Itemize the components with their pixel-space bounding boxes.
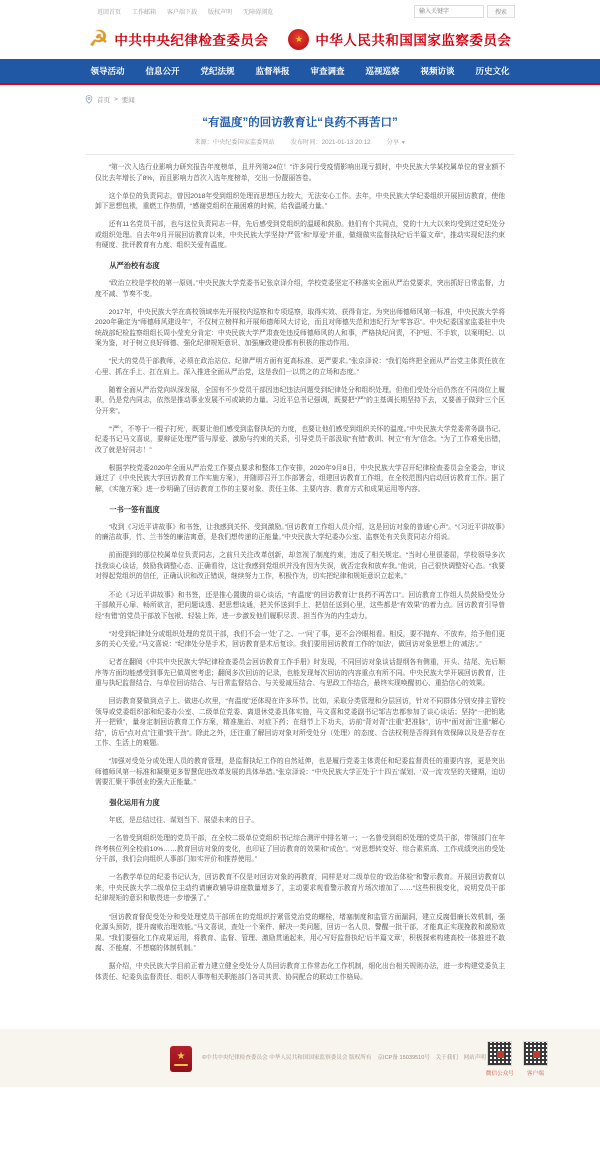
article-paragraph: 不论《习近平讲故事》和书签，还是推心置腹的谈心谈话，“有温度”的回访教育让“良药不再苦口”。回访教育工作组人员鼓励受处分干部敞开心扉、畅所欲言，把问题谈透、把思想谈通，把关怀送到手上、把信任送到心里，这些都是“有效果”的着力点。回访教育引导曾经“有错”的党员干部放下包袱、轻装上阵，进一步激发他们履职尽责、担当作为的内生动力。 [95, 591, 505, 620]
client-qr-label: 客户端 [527, 1070, 544, 1077]
brand-ccdi-title: 中共中央纪律检查委员会 [114, 33, 269, 48]
search-button[interactable]: 搜索 [487, 5, 515, 18]
main-nav [0, 59, 600, 85]
link-client-download[interactable]: 客户端下载 [167, 10, 198, 16]
wechat-qr-code [487, 1041, 512, 1066]
footer-copyright: ©中共中央纪律检查委员会 中华人民共和国国家监察委员会 版权所有 [202, 1054, 372, 1061]
brand-nsc[interactable] [288, 29, 511, 50]
footer-link-statement[interactable]: 网站声明 [463, 1054, 486, 1061]
link-home-top[interactable]: 返回首页 [97, 10, 122, 16]
article-publish-time: 发布时间：2021-01-13 20:12 [290, 139, 371, 146]
search-box [414, 5, 515, 18]
nav-item-video-interview[interactable]: 视频访谈 [420, 66, 455, 76]
article-meta [85, 137, 515, 155]
nav-item-leader-activities[interactable]: 领导活动 [90, 66, 125, 76]
article-paragraph: “‘严’，不等于‘一棍子打死’，既要让他们感受到监督执纪的力度，也要让他们感受到组织关怀的温度。”中央民族大学党委常务副书记、纪委书记马文喜说，要辩证处理严管与厚爱、激励与约束的关系，引导党员干部汲取“有错”教训、树立“有为”信念。“为了工作难免出错，改了就是好同志！” [95, 425, 505, 454]
link-work-mail[interactable]: 工作邮箱 [132, 10, 157, 16]
article-source: 来源：中央纪委国家监委网站 [194, 139, 275, 146]
footer-icp: 京ICP备 15039510号 [377, 1054, 431, 1061]
national-emblem-icon: ★ [288, 29, 309, 50]
chevron-down-icon: ▼ [400, 140, 406, 146]
article-paragraph: 年底，是总结过往、谋划当下、展望未来的日子。 [108, 817, 259, 825]
link-accessibility[interactable]: 无障碍浏览 [243, 10, 274, 16]
article-paragraph: 一名曾受到组织处理的党员干部，在全校二级单位党组织书记综合测评中排名第一；一名曾受到组织处理的党员干部，带领部门在年终考核位列全校前10%……教育回访对象的变化，也印证了回访教育的效果和“成色”。“对思想转变好、综合素质高、工作成绩突出的受处分干部，我们会向组织人事部门如实评价和推荐使用。” [95, 835, 505, 864]
nav-item-history-culture[interactable]: 历史文化 [475, 66, 510, 76]
location-pin-icon [85, 95, 93, 104]
site-footer [0, 1029, 600, 1087]
article-paragraph: “第一次入选行业影响力研究报告年度榜单，且并列第24位！”许多同行受疫情影响出现亏损时，中央民族大学某校属单位的营业额不仅比去年增长了8%，而且影响力首次入选年度榜单，交出一份靓丽答卷。 [95, 164, 505, 182]
article-paragraph: “政治立校是学校的第一原则。”中央民族大学党委书记张京泽介绍，学校党委坚定不移落实全面从严治党要求，突出抓好日常监督，力度不减、节奏不变。 [95, 280, 505, 298]
article-paragraph: “收到《习近平讲故事》和书签，让我感到关怀、受到激励。”回访教育工作组人员介绍，这是回访对象的普通“心声”。“《习近平讲故事》的廉洁故事，竹、兰书签的廉洁寓意，是我们想传递的正能量。”中央民族大学纪委办公室、监察处有关负责同志介绍说。 [95, 523, 505, 542]
article-paragraph: 一名教学单位的纪委书记认为，回访教育不仅是对回访对象的再教育，同样是对二级单位的“政治体检”和警示教育。开展回访教育以来，中央民族大学二级单位主动约请廉政辅导讲座数量增多了，主动要求观看警示教育片场次增加了……“这些积极变化，说明党员干部纪律规矩的意识和敬畏进一步增强了。” [95, 874, 505, 903]
article-paragraph: 2017年，中央民族大学在高校领域率先开展校内巡察和专项巡察，取得实效、获得肯定。为突出师德师风第一标准，中央民族大学将2020年确定为“师德师风建设年”，不仅树立榜样和开展师德师风大讨论，而且对师德失范和违纪行为“零容忍”。中央纪委国家监委驻中央统战部纪检监察组组长周小莹充分肯定：中央民族大学严肃查处违反师德师风的人和事，严格执纪问责，不护短、不手软，以案明纪、以案为鉴，对于树立良好师德、强化纪律规矩意识、加强廉政建设都有积极的推动作用。 [95, 308, 505, 348]
breadcrumb [85, 95, 515, 104]
section-heading: 强化运用有力度 [109, 798, 160, 807]
star-icon: ★ [176, 1050, 186, 1062]
article-paragraph: 记者在翻阅《中共中央民族大学纪律检查委员会回访教育工作手册》时发现，不同回访对象谈话提纲各有侧重，开头、结尾、先后顺序等方面均能感受到事先已做周密考虑；翻阅多次回访的记录，也能发现每次回访的内容重点有所不同。中央民族大学开展回访教育，注重与执纪监督结合、与单位回访结合、与日常监督结合、与关爱减压结合、与思政工作结合，最终实现唤醒初心、重拾信心的效果。 [95, 659, 505, 688]
nav-item-inspection-tour[interactable]: 巡视巡察 [365, 66, 400, 76]
article-paragraph: 回访教育要做到点子上、做进心坎里，“有温度”还体现在许多环节。比如，采取分类管理和分层回访，针对不同群体分别安排主管校领导或党委组织部和纪委办公室、二级单位党委、离退休党委具体实施，马文喜和党委副书记邹吉忠都参加了谈心谈话；坚持“一把钥匙开一把锁”，量身定制回访教育工作方案，精准施治、对症下药；在细节上下功夫，访前“背对背”注重“把准脉”，访中“面对面”注重“解心结”，访后“点对点”注重“鼓干劲”。除此之外，还注重了解回访对象对所受处分（处理）的态度、合法权利是否得到有效保障以及是否存在工作、生活上的难题。 [95, 698, 505, 748]
article-paragraph: “对受到纪律处分或组织处理的党员干部，我们不会一‘处’了之、一‘问’了事，更不会冷眼相看。相反，要不抛弃、不放弃，给予他们更多的关心关爱。”马文喜说：“纪律处分是手术，回访教育是术后复诊。我们要用回访教育工作的‘加法’，做回访对象思想上的‘减法’。” [95, 630, 505, 649]
article-paragraph: “加强对受处分或处理人员的教育管理，是监督执纪工作的自然延伸，也是履行党委主体责任和纪委监督责任的重要内容，更是突出师德师风第一标准和凝聚更多智慧促进改革发展的具体举措。”张京泽说：“中央民族大学正处于‘十四五’谋划、‘双一流’攻坚的关键期，迫切需要汇聚干事创业的强大正能量。” [95, 758, 505, 787]
breadcrumb-separator: > [114, 96, 118, 103]
brand-ccdi[interactable] [89, 28, 269, 50]
nav-item-info-disclosure[interactable]: 信息公开 [145, 66, 180, 76]
party-emblem-icon: ☭ [88, 26, 109, 51]
breadcrumb-current[interactable]: 要闻 [121, 97, 135, 104]
brand-nsc-title: 中华人民共和国国家监察委员会 [315, 33, 512, 48]
nav-item-investigation[interactable]: 审查调查 [310, 66, 345, 76]
footer-text [202, 1054, 486, 1064]
article-paragraph: 还有11名党员干部，也与这位负责同志一样，先后感受到党组织的温暖和鼓励。他们有个共同点，党的十九大以来均受到过党纪处分或组织处理。自去年9月开展回访教育以来，中央民族大学坚持“严管”和“厚爱”并重，做细做实监督执纪“后半篇文章”，推动实现纪法约束有硬度、批评教育有力度、组织关爱有温度。 [95, 221, 505, 250]
qr-group [486, 1041, 548, 1077]
section-heading: 从严治校有态度 [109, 260, 160, 270]
footer-link-about[interactable]: 关于我们 [435, 1054, 458, 1061]
article-paragraph: 据介绍，中央民族大学目前正着力建立健全受处分人员回访教育工作常态化工作机制，细化出台相关规则办法，进一步构建党委负主体责任、纪委负监督责任、组织人事等相关职能部门各司其责、协同配合的联动工作格局。 [95, 963, 505, 981]
article-body [85, 155, 515, 983]
nav-item-supervision-report[interactable]: 监督举报 [255, 66, 290, 76]
nav-item-party-regulations[interactable]: 党纪法规 [200, 66, 235, 76]
top-utility-bar [85, 0, 515, 22]
content-column [85, 95, 515, 1029]
article-paragraph: “回访教育督促受处分和受处理党员干部所在的党组织拧紧管党治党的螺栓，堵塞制度和监管方面漏洞，建立反腐倡廉长效机制，强化源头预防，提升腐败治理效能。”马文喜说，查处一个案件、解决一类问题，回访一名人员、警醒一批干部，才能真正实现挽救和激励效果。“我们要强化工作成果运用，将教育、监督、管理、激励贯通起来，用心写好监督执纪‘后半篇文章’，积极探索构建高校一体推进不敢腐、不能腐、不想腐的体制机制。” [95, 913, 505, 953]
breadcrumb-home[interactable]: 首页 [97, 97, 110, 104]
article-paragraph: 前面提到的那位校属单位负责同志，之前只关注改革创新，却忽视了制度约束，违反了相关规定。“当时心里很委屈，学校领导多次找我谈心谈话，鼓励我调整心态、正确看待，这让我感到党组织并没有因为失误，就否定我和放弃我。”他说，自己很快调整好心态。“我要对得起党组织的信任，正确认识和改正错误，继续努力工作，积极作为，切实把纪律和规矩意识立起来。” [95, 552, 505, 581]
share-dropdown[interactable]: 分享 ▼ [386, 139, 406, 146]
site-header [70, 22, 530, 59]
article-paragraph: 根据学校党委2020年全面从严治党工作要点要求和整体工作安排，2020年9月8日，中央民族大学召开纪律检查委员会全委会，审议通过了《中央民族大学回访教育工作实施方案》，并随即召开工作部署会，组建回访教育工作组，在全校范围内启动回访教育工作。据了解，《实施方案》进一步明确了回访教育工作的主要对象、责任主体、主要内容、教育方式和成果运用等内容。 [95, 464, 505, 494]
page-title: “有温度”的回访教育让“良药不再苦口” [202, 117, 398, 129]
article-paragraph: 这个单位的负责同志，曾因2018年受到组织处理而思想压力较大，无法安心工作。去年，中央民族大学纪委组织开展回访教育，使他卸下思想包袱，重燃工作热情，“感谢党组织在最困难的时候，给我温暖力量。” [95, 192, 505, 211]
footer-emblem-badge [170, 1046, 192, 1072]
section-heading: 一书一签有温度 [109, 504, 160, 514]
client-qr-code [523, 1041, 548, 1066]
search-input[interactable] [414, 5, 484, 18]
article-paragraph: “民大的党员干部教师，必须在政治站位、纪律严明方面有更高标准、更严要求。”张京泽说：“我们始终把全面从严治党主体责任放在心里、抓在手上、扛在肩上。深入推进全面从严治党，这是我们一以贯之的立场和态度。” [95, 358, 505, 376]
top-links [97, 7, 273, 16]
link-copyright-notice[interactable]: 版权声明 [208, 10, 233, 16]
article-paragraph: 随着全面从严治党向纵深发展，全国有不少党员干部因违纪违法问题受到纪律处分和组织处理。但他们受处分后仍然在不同岗位上履职，仍是党内同志，依然是推动事业发展不可或缺的力量。习近平总书记强调，既要把“严”的主基调长期坚持下去，又要善于做到“三个区分开来”。 [95, 386, 505, 415]
wechat-qr-label: 微信公众号 [485, 1070, 514, 1077]
